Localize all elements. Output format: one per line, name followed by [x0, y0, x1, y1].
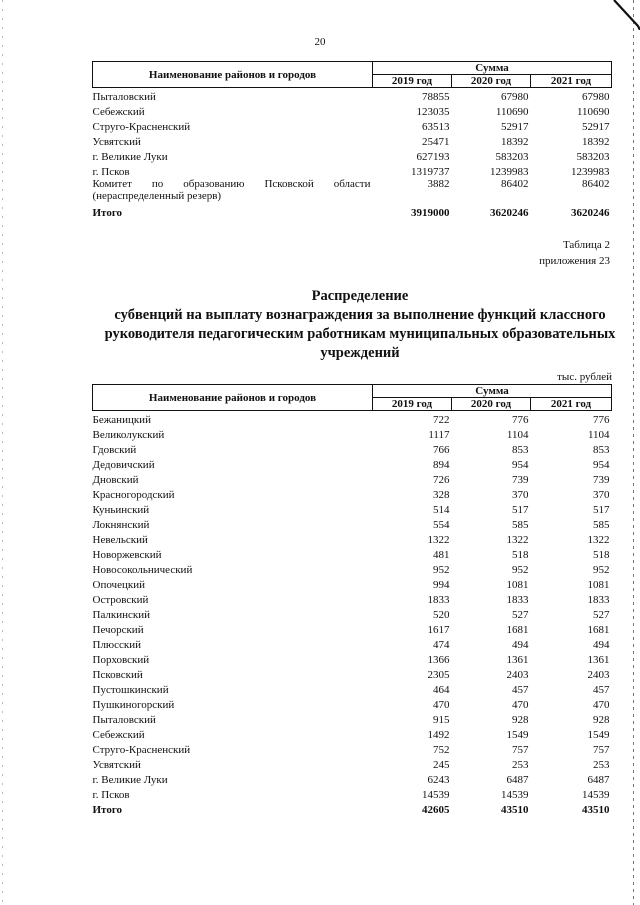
table-1-header-name: Наименование районов и городов — [93, 62, 373, 88]
value-2020: 527 — [512, 609, 529, 621]
value-2019: 123035 — [416, 106, 450, 118]
value-2021: 1681 — [587, 624, 610, 636]
table-row — [93, 531, 612, 546]
table-row — [93, 651, 612, 666]
value-2021: 6487 — [587, 774, 610, 786]
value-2020: 585 — [512, 519, 529, 531]
table-row — [93, 756, 612, 771]
value-2019: 464 — [433, 684, 450, 696]
value-2019: 328 — [433, 489, 450, 501]
row-name: Невельский — [92, 534, 148, 546]
row-name: Комитет по образованию Псковской области (нераспределенный резерв) — [92, 178, 371, 202]
table-row — [93, 441, 612, 456]
table-2-header-sum: Сумма — [373, 385, 612, 398]
value-2020: 86402 — [501, 178, 529, 190]
value-2021: 457 — [593, 684, 610, 696]
table-row — [93, 103, 612, 118]
row-name: Струго-Красненский — [92, 744, 191, 756]
table-total-row — [93, 801, 612, 816]
row-name: Пыталовский — [92, 91, 156, 103]
value-2020: 110690 — [495, 106, 529, 118]
table-row — [93, 88, 612, 104]
table-row — [93, 546, 612, 561]
value-2019: 25471 — [422, 136, 450, 148]
row-name: Опочецкий — [92, 579, 145, 591]
table-row — [93, 118, 612, 133]
table-1-header-sum: Сумма — [373, 62, 612, 75]
value-2020: 1549 — [506, 729, 529, 741]
row-name: Себежский — [92, 106, 145, 118]
value-2020: 2403 — [506, 669, 529, 681]
value-2019: 994 — [433, 579, 450, 591]
value-2021: 954 — [593, 459, 610, 471]
table-row — [93, 456, 612, 471]
row-name: Гдовский — [92, 444, 137, 456]
row-name: Новоржевский — [92, 549, 162, 561]
value-2019: 1492 — [427, 729, 450, 741]
value-2019: 1833 — [427, 594, 450, 606]
table-row — [93, 771, 612, 786]
value-2021: 18392 — [582, 136, 610, 148]
corner-fold-mark — [612, 0, 640, 30]
value-2021: 518 — [593, 549, 610, 561]
value-2020: 928 — [512, 714, 529, 726]
row-name: Пушкиногорский — [92, 699, 175, 711]
row-name: Порховский — [92, 654, 150, 666]
value-2020: 470 — [512, 699, 529, 711]
value-2019: 915 — [433, 714, 450, 726]
value-2020: 52917 — [501, 121, 529, 133]
value-2019: 14539 — [422, 789, 450, 801]
value-2020: 370 — [512, 489, 529, 501]
value-2020: 952 — [512, 564, 529, 576]
table-caption-number: Таблица 2 — [562, 239, 610, 251]
value-2020: 67980 — [501, 91, 529, 103]
table-caption-appendix: приложения 23 — [539, 255, 610, 267]
table-row — [93, 621, 612, 636]
table-2-header-name: Наименование районов и городов — [93, 385, 373, 411]
value-2020: 3620246 — [490, 207, 529, 219]
value-2019: 1617 — [427, 624, 450, 636]
value-2020: 14539 — [501, 789, 529, 801]
scan-edge-left — [2, 0, 3, 905]
value-2021: 776 — [593, 414, 610, 426]
value-2019: 894 — [433, 459, 450, 471]
table-row — [93, 133, 612, 148]
value-2021: 1104 — [587, 429, 610, 441]
page-number: 20 — [314, 36, 326, 48]
value-2021: 110690 — [576, 106, 610, 118]
row-name: Островский — [92, 594, 149, 606]
value-2021: 494 — [593, 639, 610, 651]
value-2021: 86402 — [582, 178, 610, 190]
value-2021: 67980 — [582, 91, 610, 103]
value-2020: 6487 — [506, 774, 529, 786]
value-2021: 952 — [593, 564, 610, 576]
table-1-header-2021: 2021 год — [531, 75, 612, 88]
table-row — [93, 516, 612, 531]
row-name: Итого — [92, 804, 123, 816]
value-2019: 1366 — [427, 654, 450, 666]
value-2019: 554 — [433, 519, 450, 531]
value-2019: 627193 — [416, 151, 450, 163]
value-2020: 518 — [512, 549, 529, 561]
table-total-row — [93, 204, 612, 219]
table-1-header-2019: 2019 год — [373, 75, 452, 88]
row-name: Красногородский — [92, 489, 175, 501]
row-name: Струго-Красненский — [92, 121, 191, 133]
value-2020: 1833 — [506, 594, 529, 606]
value-2020: 583203 — [495, 151, 529, 163]
value-2021: 370 — [593, 489, 610, 501]
value-2020: 1081 — [506, 579, 529, 591]
value-2019: 63513 — [422, 121, 450, 133]
value-2021: 1833 — [587, 594, 610, 606]
value-2019: 952 — [433, 564, 450, 576]
value-2019: 1319737 — [411, 166, 450, 178]
row-name: Плюсский — [92, 639, 142, 651]
value-2020: 1239983 — [490, 166, 529, 178]
value-2020: 494 — [512, 639, 529, 651]
value-2021: 14539 — [582, 789, 610, 801]
value-2021: 1081 — [587, 579, 610, 591]
value-2021: 527 — [593, 609, 610, 621]
value-2021: 1549 — [587, 729, 610, 741]
table-row — [93, 486, 612, 501]
value-2020: 1681 — [506, 624, 529, 636]
value-2021: 1239983 — [571, 166, 610, 178]
value-2019: 78855 — [422, 91, 450, 103]
value-2019: 42605 — [422, 804, 450, 816]
table-row — [93, 741, 612, 756]
row-name: Локнянский — [92, 519, 150, 531]
value-2019: 752 — [433, 744, 450, 756]
value-2021: 853 — [593, 444, 610, 456]
value-2019: 726 — [433, 474, 450, 486]
value-2019: 520 — [433, 609, 450, 621]
value-2021: 1361 — [587, 654, 610, 666]
value-2020: 739 — [512, 474, 529, 486]
row-name: Палкинский — [92, 609, 151, 621]
row-name: Великолукский — [92, 429, 165, 441]
value-2019: 3919000 — [411, 207, 450, 219]
table-row — [93, 786, 612, 801]
value-2019: 481 — [433, 549, 450, 561]
table-2-header-2020: 2020 год — [452, 398, 531, 411]
row-name: Печорский — [92, 624, 144, 636]
table-row — [93, 501, 612, 516]
value-2021: 739 — [593, 474, 610, 486]
row-name: Пыталовский — [92, 714, 156, 726]
value-2021: 928 — [593, 714, 610, 726]
table-row — [93, 636, 612, 651]
value-2021: 583203 — [576, 151, 610, 163]
table-1 — [92, 61, 612, 219]
value-2021: 517 — [593, 504, 610, 516]
value-2021: 253 — [593, 759, 610, 771]
table-1-header-2020: 2020 год — [452, 75, 531, 88]
value-2020: 253 — [512, 759, 529, 771]
value-2021: 757 — [593, 744, 610, 756]
scan-edge-right — [633, 0, 634, 905]
value-2020: 18392 — [501, 136, 529, 148]
value-2021: 52917 — [582, 121, 610, 133]
document-subtitle: субвенций на выплату вознаграждения за выполнение функций классного руководителя педагогическим работникам муниципальных образовательных учреждений — [104, 307, 616, 361]
value-2019: 470 — [433, 699, 450, 711]
value-2019: 514 — [433, 504, 450, 516]
value-2020: 43510 — [501, 804, 529, 816]
value-2020: 776 — [512, 414, 529, 426]
value-2020: 457 — [512, 684, 529, 696]
table-row — [93, 591, 612, 606]
value-2021: 3620246 — [571, 207, 610, 219]
row-name: Усвятский — [92, 136, 141, 148]
row-name: Усвятский — [92, 759, 141, 771]
row-name: Псковский — [92, 669, 143, 681]
row-name: г. Псков — [92, 789, 130, 801]
table-row — [93, 426, 612, 441]
value-2019: 245 — [433, 759, 450, 771]
row-name: Дедовичский — [92, 459, 155, 471]
row-name: Куньинский — [92, 504, 150, 516]
document-title: Распределение — [311, 288, 409, 304]
value-2019: 1322 — [427, 534, 450, 546]
table-2-header-2021: 2021 год — [531, 398, 612, 411]
value-2020: 853 — [512, 444, 529, 456]
table-row — [93, 561, 612, 576]
value-2020: 757 — [512, 744, 529, 756]
value-2019: 1117 — [428, 429, 450, 441]
value-2020: 954 — [512, 459, 529, 471]
units-label: тыс. рублей — [557, 371, 612, 383]
row-name: Новосокольнический — [92, 564, 193, 576]
row-name: Себежский — [92, 729, 145, 741]
table-2-header-2019: 2019 год — [373, 398, 452, 411]
table-row — [93, 576, 612, 591]
value-2019: 6243 — [427, 774, 450, 786]
value-2019: 2305 — [427, 669, 450, 681]
table-row — [93, 471, 612, 486]
value-2020: 1361 — [506, 654, 529, 666]
table-row — [93, 606, 612, 621]
row-name: Пустошкинский — [92, 684, 169, 696]
value-2019: 3882 — [427, 178, 450, 190]
table-row — [93, 178, 612, 204]
table-row — [93, 148, 612, 163]
table-row — [93, 681, 612, 696]
value-2021: 470 — [593, 699, 610, 711]
row-name: Итого — [92, 207, 123, 219]
table-2-body — [93, 411, 612, 817]
value-2021: 2403 — [587, 669, 610, 681]
row-name: г. Псков — [92, 166, 130, 178]
value-2020: 1104 — [506, 429, 529, 441]
table-row — [93, 711, 612, 726]
table-row — [93, 696, 612, 711]
value-2021: 1322 — [587, 534, 610, 546]
table-row — [93, 411, 612, 427]
value-2021: 43510 — [582, 804, 610, 816]
table-1-body — [93, 88, 612, 220]
value-2020: 517 — [512, 504, 529, 516]
value-2019: 766 — [433, 444, 450, 456]
table-row — [93, 163, 612, 178]
table-row — [93, 666, 612, 681]
row-name: г. Великие Луки — [92, 151, 168, 163]
row-name: г. Великие Луки — [92, 774, 168, 786]
value-2021: 585 — [593, 519, 610, 531]
value-2019: 722 — [433, 414, 450, 426]
table-row — [93, 726, 612, 741]
value-2019: 474 — [433, 639, 450, 651]
value-2020: 1322 — [506, 534, 529, 546]
row-name: Дновский — [92, 474, 139, 486]
table-2 — [92, 384, 612, 816]
row-name: Бежаницкий — [92, 414, 151, 426]
